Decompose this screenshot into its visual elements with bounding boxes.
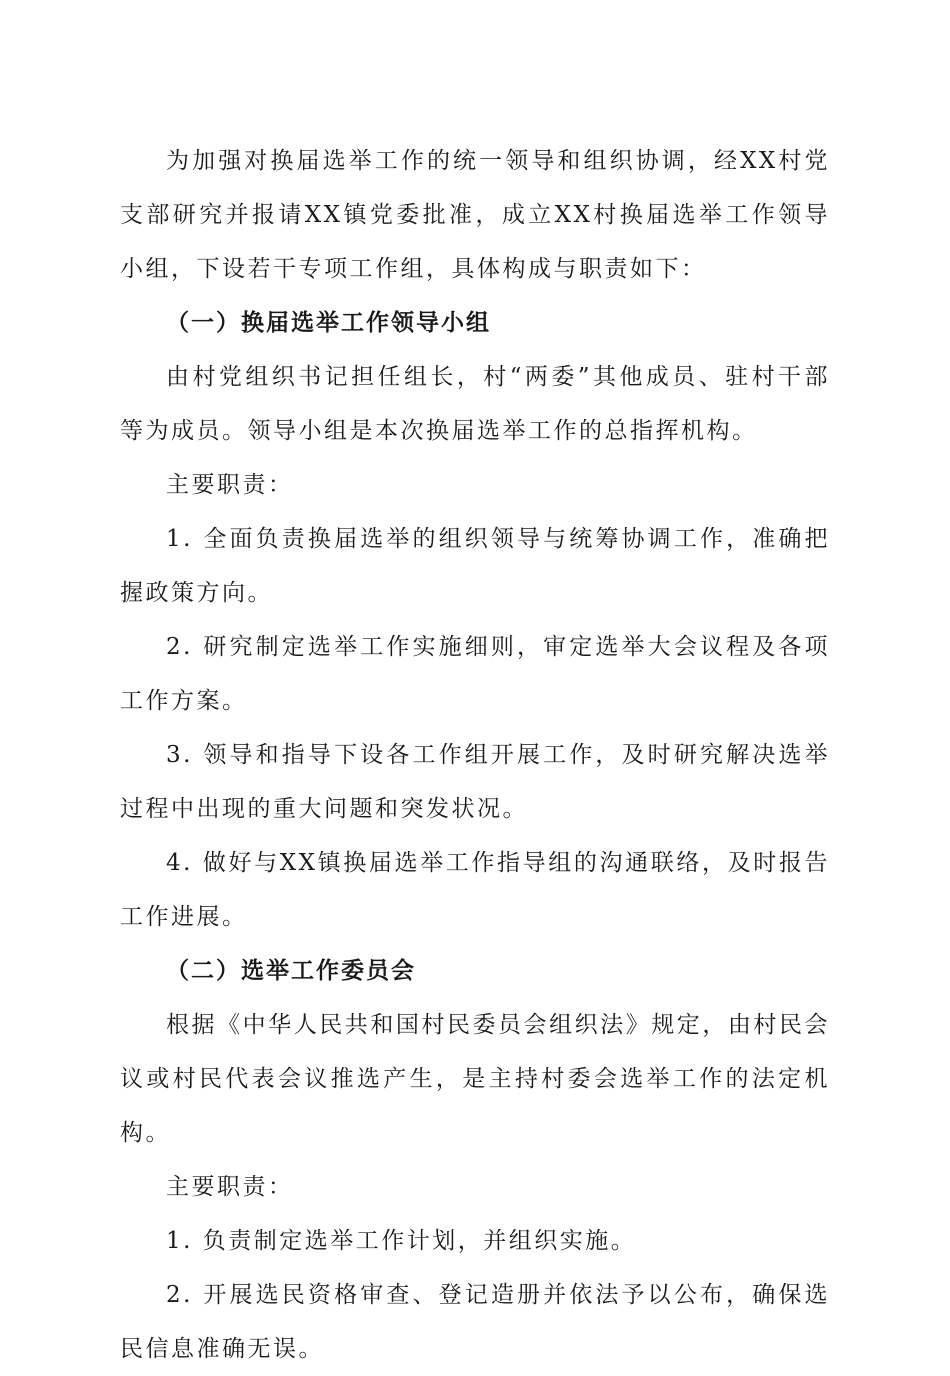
duty-item: 4. 做好与XX镇换届选举工作指导组的沟通联络，及时报告工作进展。 [120, 850, 830, 930]
duties-label: 主要职责： [166, 472, 294, 498]
duty-item: 1. 负责制定选举工作计划，并组织实施。 [166, 1228, 637, 1254]
duty-item: 1. 全面负责换届选举的组织领导与统筹协调工作，准确把握政策方向。 [120, 526, 830, 606]
intro-paragraph: 为加强对换届选举工作的统一领导和组织协调，经XX村党支部研究并报请XX镇党委批准，成立XX村换届选举工作领导小组，下设若干专项工作组，具体构成与职责如下： [120, 148, 830, 282]
section-description: 由村党组织书记担任组长，村“两委”其他成员、驻村干部等为成员。领导小组是本次换届选举工作的总指挥机构。 [120, 364, 830, 444]
duties-label: 主要职责： [166, 1174, 294, 1200]
duty-item: 2. 开展选民资格审查、登记造册并依法予以公布，确保选民信息准确无误。 [120, 1282, 830, 1362]
document-page [120, 134, 830, 1376]
duty-item: 2. 研究制定选举工作实施细则，审定选举大会议程及各项工作方案。 [120, 634, 830, 714]
duty-item: 3. 领导和指导下设各工作组开展工作，及时研究解决选举过程中出现的重大问题和突发状况。 [120, 742, 830, 822]
section-heading-election-committee: （二）选举工作委员会 [166, 958, 416, 984]
section-heading-leadership-group: （一）换届选举工作领导小组 [166, 310, 491, 336]
section-description: 根据《中华人民共和国村民委员会组织法》规定，由村民会议或村民代表会议推选产生，是主持村委会选举工作的法定机构。 [120, 1012, 830, 1146]
